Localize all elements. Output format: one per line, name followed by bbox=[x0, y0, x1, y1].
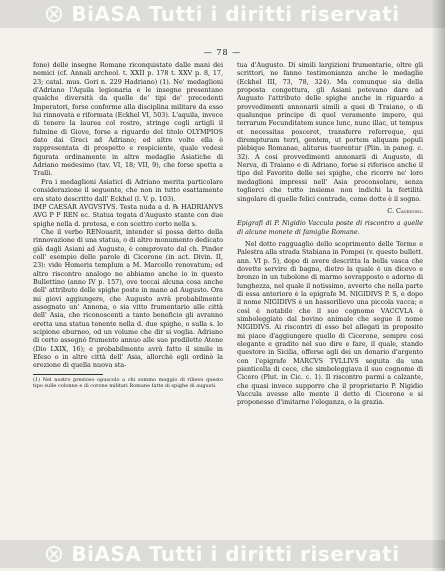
paragraph: fone) delle insegne Romane riconquistate dalle mani dei nemici (cf. Annali archeol. t. XXII p. 178 t. XXV p. 8, 17, 23; catal. mus. Gori n. 229 Hadriano) (1). Ne' medaglioni d'Adriano l'Aquila legionaria e le insegne presentano qualche diversità da quelle de' tipi de' precedenti Imperatori, forse conforme alla disciplina militare da esso lui rinnovata e riformata (Eckhel VI, 503). L'aquila, invece di tenere la laurea col rostro, stringe cogli artigli il fulmine di Giove, forse a riguardo del titolo OLYMPIOS dato dai Greci ad Adriano; ed altre volte ella è rappresentata di prospetto e respiciente, quale vedesi figurata ordinamente in altre medaglie Asiatiche di Adriano medesimo (tav. VI, 18; VII, 9), che forse spetta a Tralli. bbox=[33, 61, 223, 178]
biasa-logo-icon bbox=[45, 5, 63, 23]
coin-description: IMP CAESAR AVGVSTVS. Testa nuda a d. ℞ HADRIANVS AVG P P REN ec. Statua togata d'Augusto stante con due spighe nella d. protesa, e con scettro corto nella s. bbox=[33, 202, 223, 228]
author-signature: C. Cavedoni. bbox=[387, 206, 423, 215]
page-edge-shadow bbox=[431, 0, 445, 571]
page-number: — 78 — bbox=[203, 48, 242, 57]
paragraph: Nel dotto ragguaglio dello scoprimento delle Terme e Palestra alla strada Stabiana in Pompei (v. questo bullett. ann. VI p. 5), dopo di avere descritta la bella vasca che dovette servire di bagno, dietro la quale è un dicevo e bronzo in un tubolone di marmo sovrapposto e adorno di lunghezza, nel quale il notissimo, avverte che nella parte di essa anteriore è la epigrafe M. NIGIDIVS P. S, e dopo il nome NIGIDIVS è un bassorilievo una piccola vacca; e così è notabile che il suo cognome VACCVLA è simboleggiato dal bovino animale che segue il nome NIGIDIVS. Ai riscontri di esso bel allegati in proposito mi piace d'aggiungere quello di Cicerone, sempre cosi elegante e gradito nel suo dire e fare, il quale, stando questore in Sicilia, offerse agli dei un donario d'argento con l'epigrafe MARCVS TVLLIVS seguita da una pianticella di cece, che simboleggiava il suo cognome di Cicero (Plut. in Cic. c. 1). Il riscontro parmi a calzante, che quasi invece supporre che il proprietario P. Nigidio Vaccula avesse alle mente il detto di Cicerone e si proponesse d'imitarne l'eleganza, o la grazia. bbox=[237, 239, 423, 407]
footnote-divider bbox=[33, 374, 103, 375]
watermark-banner-bottom bbox=[0, 540, 445, 568]
paragraph: Che il verbo RENouarit, intender si possa detto della rinnovazione di una statua, o di altro monumento dedicato già dagli Asiani ad Augusto, è comprovato dal ch. Pinder coll' esempio delle parole di Cicerone (in act. Divin. II, 23): vide Homeris templum a M. Marcello renovatum; ed altro riscontro analogo ne abbiamo anche io in questo Bullettino (anno IV p. 157), ove toccai alcuna cosa anche dell' attributo delle spighe poste in mano ad Augusto. Ora mi giovi aggiungere, che Augusto avrà probabilmente assegnato un' Annona, o sia vitto frumentario alle città dell' Asia, che riconoscenti a tanto beneficio gli avranno eretta una statua tenente nella d. due spighe, o sulla s. lo scipione eburneo, od un volume che dir si voglia. Adriano di certo assegnò frumento annuo alle sue predilette Atene (Dio LXIX, 16); e probabilmente avrà fatto il simile in Efeso o in altre città dell' Asia, allorchè egli ordinò la erezione di quella nuova sta- bbox=[33, 227, 223, 370]
watermark-text: BiASA Tutti i diritti riservati bbox=[71, 2, 400, 26]
paragraph: tua d'Augusto. Di simili largizioni frumentarie, oltre gli scrittori, ne fanno testimonianza anche le medaglie (Eckhel III, 73, 78, 324). Ma comunque sia della proposta congettura, gli Asiani potevano dare ad Augusto l'attributo delle spighe anche in riguardo a provvedimenti annonarii simili a quei di Traiano, o di qualunque principe di quel veramente impero, qui terrarum Fecunditatem sunce lunc, nunc illac, ut tempus et necessitas posceret, transferre referreque, qui dirempturam terri, gentem, ut portem aliquam populi plebique Romanae, aliturus tuerentur (Plin. in paneg. c. 32). A cosi provvedimenti annonarii di Augusto, di Nerva, di Traiano e di Adriano, forse si riferisce anche il tipo del Favorito delle sei spighe, che ricorre ne' loro medaglioni impressi nell' Asia proconsolare, senza toglierci che tutto insieme non indichi la fertilità singolare di quelle felici contrade, come dotte è il sogno. bbox=[237, 61, 423, 203]
watermark-text: BiASA Tutti i diritti riservati bbox=[71, 542, 400, 566]
footnote: (1) Nel nostro prezioso opuscolo a chi sommo moggio di rilievo questo tipo sulle colonne e di corone militari Romane fatte di spighe di augusti. bbox=[33, 376, 223, 389]
biasa-logo-icon bbox=[45, 545, 63, 563]
watermark-banner-top bbox=[0, 0, 445, 28]
paragraph: Fra i medaglioni Asiatici di Adriano merita particolare considerazione il seguente, che non in tutto esattamente era stato descritto dall' Eckhel (l. V. p. 103). bbox=[33, 177, 223, 203]
left-column bbox=[33, 61, 223, 389]
right-column bbox=[237, 61, 423, 407]
article-title: Epigrafi di P. Nigidio Vaccula poste di riscontro a quelle di alcune monete di famiglie Romane. bbox=[237, 219, 423, 236]
